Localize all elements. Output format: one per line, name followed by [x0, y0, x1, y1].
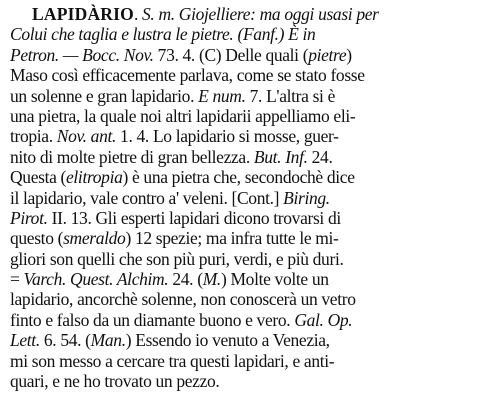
- headword: LAPIDÀRIO: [32, 4, 134, 24]
- entry-line: [10, 208, 475, 228]
- entry-line: [10, 86, 475, 106]
- definition: S. m. Giojelliere: ma oggi usasi per: [142, 4, 379, 24]
- entry-line: [10, 310, 475, 330]
- text-run: un solenne e gran lapidario.: [10, 85, 199, 106]
- citation: Lett.: [10, 330, 40, 351]
- text-run: 6. 54. (: [39, 330, 91, 351]
- text-run: ): [346, 44, 352, 65]
- text-run: 1. 4. Lo lapidario si mosse, guer-: [116, 126, 339, 147]
- entry-line: [10, 24, 475, 44]
- entry-line: [10, 147, 475, 167]
- citation: Varch. Quest. Alchim.: [23, 269, 169, 290]
- entry-line: [10, 167, 475, 187]
- entry-line: [10, 249, 475, 269]
- text-run: mi son messo a cercare tra questi lapidari, e anti-: [10, 350, 335, 371]
- text-run: 7. L'altra si è: [245, 85, 336, 106]
- citation: Biring.: [283, 187, 330, 208]
- text-run: =: [10, 269, 24, 290]
- text-run: ) Molte volte un: [220, 269, 329, 290]
- entry-line: [10, 269, 475, 289]
- entry-line: [10, 126, 475, 146]
- gloss: M.: [202, 269, 221, 290]
- gloss: pietre: [308, 44, 347, 65]
- citation: But. Inf.: [253, 146, 308, 167]
- text-run: finto e falso da un diamante buono e vero.: [10, 309, 295, 330]
- entry-line: [10, 371, 475, 391]
- text-run: II. 13. Gli esperti lapidari dicono trovarsi di: [47, 207, 341, 228]
- entry-line: [10, 45, 475, 65]
- text-run: ) 12 spezie; ma infra tutte le mi-: [125, 228, 339, 249]
- text-run: 73. 4. (C) Delle quali (: [153, 44, 309, 65]
- text-run: tropia.: [10, 126, 57, 147]
- gloss: Man.: [90, 330, 126, 351]
- text-run: ) Essendo io venuto a Venezia,: [125, 330, 330, 351]
- text-run: nito di molte pietre di gran bellezza.: [10, 146, 254, 167]
- text-run: Maso così efficacemente parlava, come se stato fosse: [10, 65, 365, 86]
- citation: E num.: [198, 85, 246, 106]
- text-run: 24. (: [168, 269, 203, 290]
- entry-line: [10, 228, 475, 248]
- text-run: il lapidario, vale contro a' veleni. [Cont.]: [10, 187, 284, 208]
- entry-line: [10, 351, 475, 371]
- entry-line: [10, 188, 475, 208]
- text-run: ) è una pietra che, secondochè dice: [122, 167, 355, 188]
- entry-line: [10, 65, 475, 85]
- text-run: una pietra, la quale noi altri lapidarii appelliamo eli-: [10, 105, 356, 126]
- text-run: 24.: [307, 146, 333, 167]
- text-run: gliori son quelli che son più puri, verdi, e più duri.: [10, 248, 344, 269]
- text-run: .: [133, 4, 143, 24]
- entry-line: [10, 4, 475, 24]
- entry-line: [10, 330, 475, 350]
- entry-line: [10, 106, 475, 126]
- entry-line: [10, 289, 475, 309]
- citation: Nov. ant.: [56, 126, 117, 147]
- citation: Pirot.: [10, 207, 48, 228]
- definition: Colui che taglia e lustra le pietre. (Fanf.) È in: [10, 24, 316, 45]
- text-run: Questa (: [10, 167, 66, 188]
- text-run: quari, e ne ho trovato un pezzo.: [10, 371, 220, 392]
- dictionary-entry: [10, 4, 475, 391]
- text-run: questo (: [10, 228, 64, 249]
- citation: Gal. Op.: [294, 309, 353, 330]
- citation: Petron. — Bocc. Nov.: [10, 44, 154, 65]
- text-run: lapidario, ancorchè solenne, non conoscerà un vetro: [10, 289, 356, 310]
- gloss: elitropia: [66, 167, 123, 188]
- gloss: smeraldo: [63, 228, 126, 249]
